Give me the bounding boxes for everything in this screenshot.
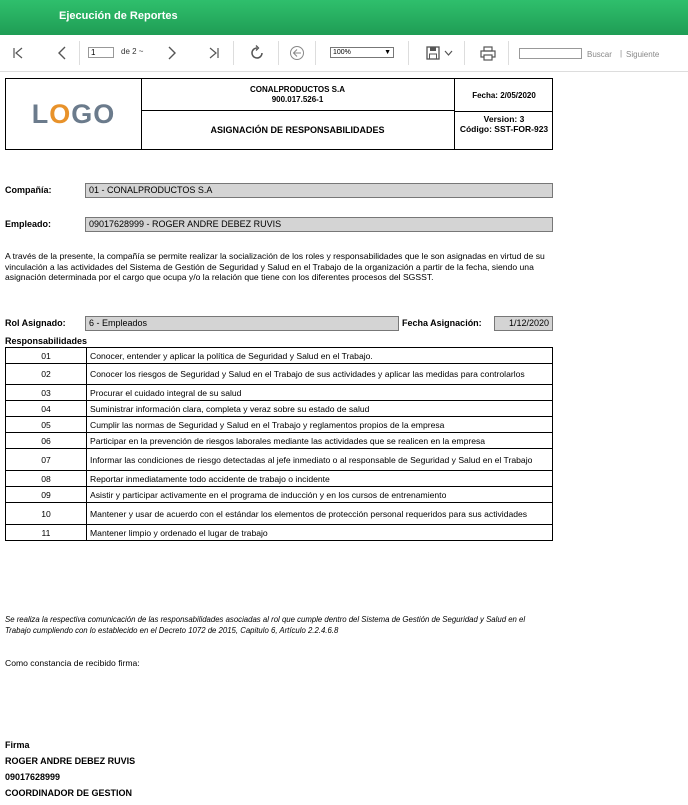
page-number-input[interactable]: 1 bbox=[88, 47, 114, 58]
logo-letter: L bbox=[31, 98, 50, 129]
document-meta bbox=[455, 112, 553, 150]
search-link[interactable]: Buscar bbox=[587, 50, 612, 59]
export-button[interactable] bbox=[422, 35, 456, 71]
refresh-button[interactable] bbox=[246, 35, 268, 71]
zoom-select[interactable] bbox=[330, 47, 394, 58]
table-row bbox=[6, 401, 553, 417]
role-label: Rol Asignado: bbox=[5, 318, 66, 328]
responsibility-text: Cumplir las normas de Seguridad y Salud en el Trabajo y reglamentos propios de la empresa bbox=[87, 417, 553, 433]
back-arrow-icon bbox=[289, 45, 305, 61]
responsibility-number: 06 bbox=[6, 433, 87, 449]
header-center bbox=[141, 79, 454, 149]
responsibility-number: 02 bbox=[6, 364, 87, 385]
responsibility-text: Procurar el cuidado integral de su salud bbox=[87, 385, 553, 401]
toolbar-divider bbox=[315, 41, 316, 65]
last-page-button[interactable] bbox=[204, 35, 224, 71]
document-date: Fecha: 2/05/2020 bbox=[455, 79, 553, 112]
responsibility-text: Mantener limpio y ordenado el lugar de trabajo bbox=[87, 525, 553, 541]
company-logo bbox=[6, 79, 142, 149]
responsibility-text: Conocer, entender y aplicar la política de Seguridad y Salud en el Trabajo. bbox=[87, 348, 553, 364]
responsibility-number: 08 bbox=[6, 471, 87, 487]
save-disk-icon bbox=[426, 46, 440, 60]
responsibility-text: Asistir y participar activamente en el programa de inducción y en los cursos de entrenamiento bbox=[87, 487, 553, 503]
first-page-icon bbox=[12, 47, 24, 59]
print-button[interactable] bbox=[478, 35, 498, 71]
zoom-value: 100% bbox=[333, 49, 351, 56]
employee-label: Empleado: bbox=[5, 219, 52, 229]
responsibilities-title: Responsabilidades bbox=[5, 336, 88, 346]
signer-role: COORDINADOR DE GESTION bbox=[5, 788, 133, 798]
responsibility-text: Informar las condiciones de riesgo detectadas al jefe inmediato o al responsable de Seguridad y Salud en el Trabajo bbox=[87, 449, 553, 471]
report-header bbox=[5, 78, 553, 150]
back-button[interactable] bbox=[287, 35, 307, 71]
role-value: 6 - Empleados bbox=[85, 316, 399, 331]
table-row bbox=[6, 364, 553, 385]
table-row bbox=[6, 348, 553, 364]
responsibility-number: 10 bbox=[6, 503, 87, 525]
toolbar-divider bbox=[408, 41, 409, 65]
logo-letter: GO bbox=[71, 98, 116, 129]
responsibility-number: 03 bbox=[6, 385, 87, 401]
responsibility-number: 07 bbox=[6, 449, 87, 471]
employee-value: 09017628999 - ROGER ANDRE DEBEZ RUVIS bbox=[85, 217, 553, 232]
company-value: 01 - CONALPRODUCTOS S.A bbox=[85, 183, 553, 198]
toolbar-divider bbox=[79, 41, 80, 65]
responsibility-text: Suministrar información clara, completa y veraz sobre su estado de salud bbox=[87, 401, 553, 417]
assign-date-label: Fecha Asignación: bbox=[402, 318, 482, 328]
window-titlebar bbox=[0, 0, 688, 35]
table-row bbox=[6, 487, 553, 503]
assign-date-value: 1/12/2020 bbox=[494, 316, 553, 331]
responsibility-number: 11 bbox=[6, 525, 87, 541]
previous-page-button[interactable] bbox=[52, 35, 72, 71]
chevron-right-icon bbox=[167, 46, 177, 60]
search-input[interactable] bbox=[519, 48, 582, 59]
responsibility-text: Reportar inmediatamente todo accidente de trabajo o incidente bbox=[87, 471, 553, 487]
responsibility-text: Mantener y usar de acuerdo con el estándar los elementos de protección personal requeridos para sus actividades bbox=[87, 503, 553, 525]
responsibility-number: 05 bbox=[6, 417, 87, 433]
responsibility-text: Conocer los riesgos de Seguridad y Salud en el Trabajo de sus actividades y aplicar las medidas para controlarlos bbox=[87, 364, 553, 385]
search-separator: | bbox=[620, 49, 623, 58]
table-row bbox=[6, 385, 553, 401]
table-row bbox=[6, 449, 553, 471]
company-name: CONALPRODUCTOS S.A bbox=[250, 85, 345, 94]
logo-letter: O bbox=[49, 98, 72, 129]
receipt-text: Como constancia de recibido firma: bbox=[5, 658, 140, 668]
page-count-label: de 2 ~ bbox=[121, 47, 144, 56]
refresh-icon bbox=[249, 45, 265, 61]
signer-id: 09017628999 bbox=[5, 772, 61, 782]
responsibility-number: 09 bbox=[6, 487, 87, 503]
document-code: Código: SST-FOR-923 bbox=[459, 124, 549, 134]
first-page-button[interactable] bbox=[8, 35, 28, 71]
table-row bbox=[6, 503, 553, 525]
find-next-link[interactable]: Siguiente bbox=[626, 50, 660, 59]
company-block bbox=[141, 79, 454, 111]
signer-name: ROGER ANDRE DEBEZ RUVIS bbox=[5, 756, 136, 766]
table-row bbox=[6, 471, 553, 487]
header-right bbox=[454, 79, 553, 149]
chevron-left-icon bbox=[57, 46, 67, 60]
toolbar-divider bbox=[233, 41, 234, 65]
toolbar-divider bbox=[278, 41, 279, 65]
table-row bbox=[6, 417, 553, 433]
legal-note: Se realiza la respectiva comunicación de las responsabilidades asociadas al rol que cumple dentro del Sistema de Gestión de Seguridad y Salud en el Trabajo cumpliendo con lo establecido en el Decreto 1072 de 2015, Capitulo 6, Artículo 2.2.4.6.8 bbox=[5, 615, 526, 635]
window-title: Ejecución de Reportes bbox=[59, 10, 178, 22]
responsibilities-table bbox=[5, 347, 553, 541]
document-title: ASIGNACIÓN DE RESPONSABILIDADES bbox=[210, 125, 385, 135]
responsibility-text: Participar en la prevención de riesgos laborales mediante las actividades que se realicen en la empresa bbox=[87, 433, 553, 449]
next-page-button[interactable] bbox=[162, 35, 182, 71]
signature-label: Firma bbox=[5, 740, 30, 750]
last-page-icon bbox=[208, 47, 220, 59]
toolbar-divider bbox=[464, 41, 465, 65]
document-version: Version: 3 bbox=[483, 114, 525, 124]
table-row bbox=[6, 525, 553, 541]
toolbar-divider bbox=[508, 41, 509, 65]
chevron-down-icon bbox=[444, 50, 453, 56]
intro-paragraph: A través de la presente, la compañía se permite realizar la socialización de los roles y responsabilidades que le son asignadas en virtud de su vinculación a las actividades del Sistema de Gestión de Seguridad y Salud en el Trabajo de la organización a partir de la fecha, siendo una asignación determinada por el cargo que ocupa y/o la relación que tiene con los diferentes procesos del SGSST. bbox=[5, 251, 545, 282]
responsibility-number: 01 bbox=[6, 348, 87, 364]
dropdown-arrow-icon: ▼ bbox=[384, 49, 391, 56]
company-label: Compañía: bbox=[5, 185, 52, 195]
responsibility-number: 04 bbox=[6, 401, 87, 417]
table-row bbox=[6, 433, 553, 449]
printer-icon bbox=[480, 46, 496, 61]
company-nit: 900.017.526-1 bbox=[271, 95, 324, 104]
